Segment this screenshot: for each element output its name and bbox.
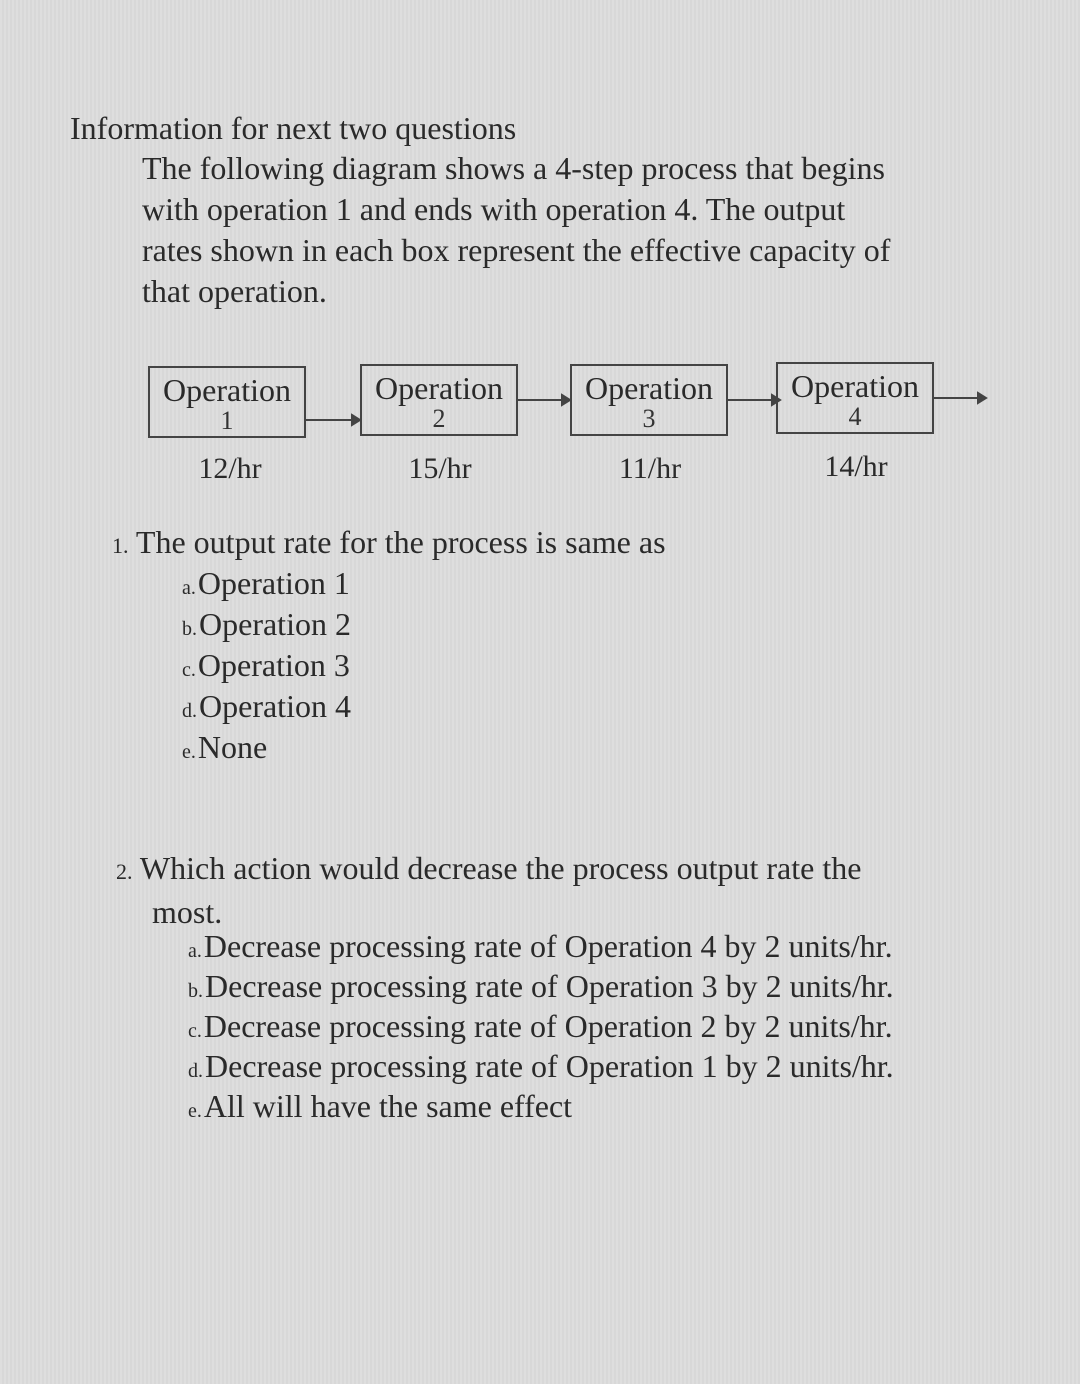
q1-option-d[interactable] <box>182 686 351 732</box>
option-text: Operation 1 <box>197 565 350 601</box>
info-heading: Information for next two questions <box>70 110 517 146</box>
option-letter: d. <box>182 700 197 722</box>
option-letter: e. <box>182 741 196 763</box>
option-letter: c. <box>188 1020 202 1042</box>
question-text: Which action would decrease the process output rate the <box>139 850 862 886</box>
operation-box-2 <box>360 364 518 436</box>
q1-option-a[interactable] <box>182 563 350 609</box>
intro-line: with operation 1 and ends with operation 4. The output <box>142 191 846 227</box>
option-text: Decrease processing rate of Operation 4 by 2 units/hr. <box>203 928 893 964</box>
question-number: 1. <box>112 533 129 558</box>
option-text: Decrease processing rate of Operation 3 by 2 units/hr. <box>205 968 894 1004</box>
arrowhead-icon <box>978 393 986 403</box>
operation-label: Operation <box>791 368 919 404</box>
q1-option-c[interactable] <box>182 645 350 691</box>
option-letter: a. <box>182 577 196 599</box>
option-text: Decrease processing rate of Operation 2 by 2 units/hr. <box>203 1008 893 1044</box>
option-text: Decrease processing rate of Operation 1 by 2 units/hr. <box>205 1048 894 1084</box>
operation-label: Operation <box>585 370 713 406</box>
arrowhead-icon <box>562 395 570 405</box>
operation-label: Operation <box>163 372 291 408</box>
operation-box-1 <box>148 366 306 438</box>
q2-option-e[interactable] <box>188 1086 572 1132</box>
arrowhead-icon <box>352 415 360 425</box>
operation-number: 2 <box>432 404 446 433</box>
operation-box-3 <box>570 364 728 436</box>
question-number: 2. <box>116 859 133 884</box>
intro-line: rates shown in each box represent the effective capacity of <box>142 232 891 268</box>
option-letter: d. <box>188 1060 203 1082</box>
intro-line: The following diagram shows a 4-step process that begins <box>142 150 885 186</box>
option-text: Operation 2 <box>199 606 351 642</box>
option-text: Operation 3 <box>197 647 350 683</box>
q1-option-b[interactable] <box>182 604 351 650</box>
option-letter: b. <box>188 980 203 1002</box>
operation-number: 3 <box>642 404 656 433</box>
operation-box-4 <box>776 362 934 434</box>
option-letter: b. <box>182 618 197 640</box>
operation-rate-1: 12/hr <box>198 452 262 485</box>
option-text: None <box>197 729 268 765</box>
intro-line: that operation. <box>142 273 327 309</box>
operation-number: 1 <box>220 406 234 435</box>
operation-rate-2: 15/hr <box>408 452 472 485</box>
question-1 <box>112 522 666 566</box>
option-letter: c. <box>182 659 196 681</box>
operation-number: 4 <box>848 402 862 431</box>
operation-label: Operation <box>375 370 503 406</box>
option-text: Operation 4 <box>199 688 351 724</box>
option-letter: a. <box>188 940 202 962</box>
question-text: The output rate for the process is same as <box>135 524 666 560</box>
question-2-continued: most. <box>152 894 223 930</box>
operation-rate-4: 14/hr <box>824 450 888 483</box>
option-letter: e. <box>188 1100 202 1122</box>
q1-option-e[interactable] <box>182 727 267 773</box>
question-2 <box>116 848 1016 892</box>
operation-rate-3: 11/hr <box>618 452 682 485</box>
option-text: All will have the same effect <box>203 1088 573 1124</box>
